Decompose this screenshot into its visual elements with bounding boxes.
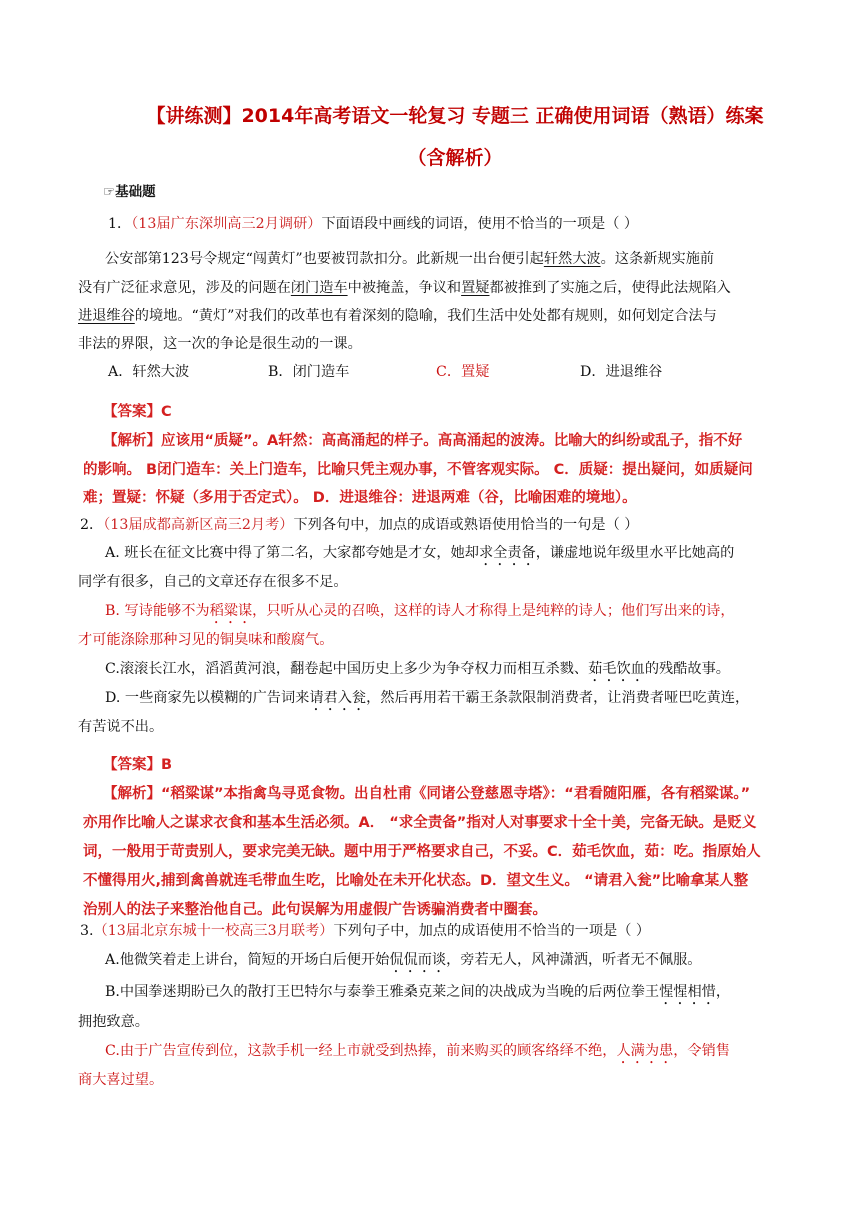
question-3-stem <box>80 921 792 941</box>
question-source: （13届成都高新区高三2月考） <box>103 517 294 533</box>
underlined-phrase: 置疑 <box>461 280 490 296</box>
question-source: （13届广东深圳高三2月调研） <box>131 216 322 232</box>
question-2-stem <box>80 515 792 535</box>
q1-passage-line-1: 公安部第123号令规定“闯黄灯”也要被罚款扣分。此新规一出台便引起轩然大波。这条新规实施前 <box>105 251 715 267</box>
question-text: 下面语段中画线的词语，使用不恰当的一项是（ ） <box>321 216 639 232</box>
q2-option-b-line-1: B. 写诗能够不为稻粱谋，只听从心灵的召唤，这样的诗人才称得上是纯粹的诗人；他们写出来的诗， <box>105 603 735 619</box>
dotted-phrase: 惺惺相惜 <box>659 984 716 1000</box>
q2-answer: 【答案】B <box>103 757 173 773</box>
question-text: 下列句子中，加点的成语使用不恰当的一项是（ ） <box>333 923 651 939</box>
q1-option-b: B．闭门造车 <box>268 364 350 380</box>
dotted-phrase: 茹毛饮血 <box>588 661 645 677</box>
question-1-stem <box>108 214 820 234</box>
q2-option-a-line-2: 同学有很多，自己的文章还存在很多不足。 <box>78 574 348 590</box>
q1-option-a: A．轩然大波 <box>108 364 190 380</box>
question-number: 2． <box>80 517 104 533</box>
document-title-subline: （含解析） <box>407 147 503 169</box>
question-number: 3. <box>80 923 94 939</box>
q2-analysis-line-4: 不懂得用火,捕到禽兽就连毛带血生吃，比喻处在未开化状态。D．望文生义。 “请君入瓮”比喻拿某人整 <box>83 873 749 889</box>
q3-option-b-line-2: 拥抱致意。 <box>78 1014 149 1030</box>
q1-analysis-line-3: 难；置疑：怀疑（多用于否定式）。 D．进退维谷：进退两难（谷，比喻困难的境地）。 <box>83 490 637 506</box>
q2-analysis-line-1: 【解析】“稻粱谋”本指禽鸟寻觅食物。出自杜甫《同诸公登慈恩寺塔》：“君看随阳雁，各有稻粱谋。” <box>103 786 751 802</box>
underlined-phrase: 进退维谷 <box>78 308 135 324</box>
q2-option-a-line-1: A. 班长在征文比赛中得了第二名，大家都夸她是才女，她却求全责备，谦虚地说年级里水平比她高的 <box>105 545 735 561</box>
q2-analysis-line-5: 治别人的法子来整治他自己。此句误解为用虚假广告诱骗消费者中圈套。 <box>83 902 547 918</box>
q3-option-c-line-2: 商大喜过望。 <box>78 1072 164 1088</box>
q1-analysis-line-1: 【解析】应该用“质疑”。A轩然：高高涌起的样子。高高涌起的波涛。比喻大的纠纷或乱子，指不好 <box>103 433 743 449</box>
dotted-phrase: 请君入瓮 <box>309 690 367 706</box>
q2-option-d-line-1: D. 一些商家先以模糊的广告词来请君入瓮，然后再用若干霸王条款限制消费者，让消费者哑巴吃黄连， <box>105 690 750 706</box>
question-number: 1． <box>108 216 132 232</box>
q1-answer: 【答案】C <box>103 404 172 420</box>
dotted-phrase: 侃侃而谈 <box>389 952 447 968</box>
q3-option-c-line-1: C.由于广告宣传到位，这款手机一经上市就受到热捧，前来购买的顾客络绎不绝，人满为患，令销售 <box>105 1043 730 1059</box>
q2-analysis-line-3: 词，一般用于苛责别人，要求完美无缺。题中用于严格要求自己，不妥。C．茹毛饮血，茹：吃。指原始人 <box>83 844 761 860</box>
q2-option-b-line-2: 才可能涤除那种习见的铜臭味和酸腐气。 <box>78 632 334 648</box>
dotted-phrase: 稻粱谋 <box>209 603 253 619</box>
question-text: 下列各句中，加点的成语或熟语使用恰当的一句是（ ） <box>293 517 639 533</box>
section-heading: ☞基础题 <box>103 184 156 200</box>
q1-passage-line-4: 非法的界限，这一次的争论是很生动的一课。 <box>78 336 362 352</box>
q3-option-a: A.他微笑着走上讲台，简短的开场白后便开始侃侃而谈，旁若无人，风神潇洒，听者无不佩服。 <box>105 952 702 968</box>
q1-option-c: C．置疑 <box>436 364 490 380</box>
q1-analysis-line-2: 的影响。 B闭门造车：关上门造车，比喻只凭主观办事，不管客观实际。 C．质疑：提出疑问，如质疑问 <box>83 462 753 478</box>
dotted-phrase: 求全责备 <box>478 545 536 561</box>
q1-passage-line-2: 没有广泛征求意见，涉及的问题在闭门造车中被掩盖，争议和置疑都被推到了实施之后，使得此法规陷入 <box>78 280 731 296</box>
question-source: （13届北京东城十一校高三3月联考） <box>93 923 334 939</box>
q3-option-b-line-1: B.中国拳迷期盼已久的散打王巴特尔与泰拳王雅桑克莱之间的决战成为当晚的后两位拳王惺惺相惜， <box>105 984 731 1000</box>
q1-passage-line-3: 进退维谷的境地。“黄灯”对我们的改革也有着深刻的隐喻，我们生活中处处都有规则，如何划定合法与 <box>78 308 717 324</box>
q2-option-c: C.滚滚长江水，滔滔黄河浪，翻卷起中国历史上多少为争夺权力而相互杀戮、茹毛饮血的残酷故事。 <box>105 661 730 677</box>
q2-option-d-line-2: 有苦说不出。 <box>78 719 164 735</box>
document-title: 【讲练测】2014年高考语文一轮复习 专题三 正确使用词语（熟语）练案 <box>146 105 764 127</box>
underlined-phrase: 闭门造车 <box>290 280 348 296</box>
underlined-phrase: 轩然大波 <box>543 251 601 267</box>
q2-analysis-line-2: 亦用作比喻人之谋求衣食和基本生活必须。A． “求全责备”指对人对事要求十全十美，完备无缺。是贬义 <box>83 815 757 831</box>
q1-option-d: D．进退维谷 <box>580 364 663 380</box>
dotted-phrase: 人满为患 <box>616 1043 674 1059</box>
